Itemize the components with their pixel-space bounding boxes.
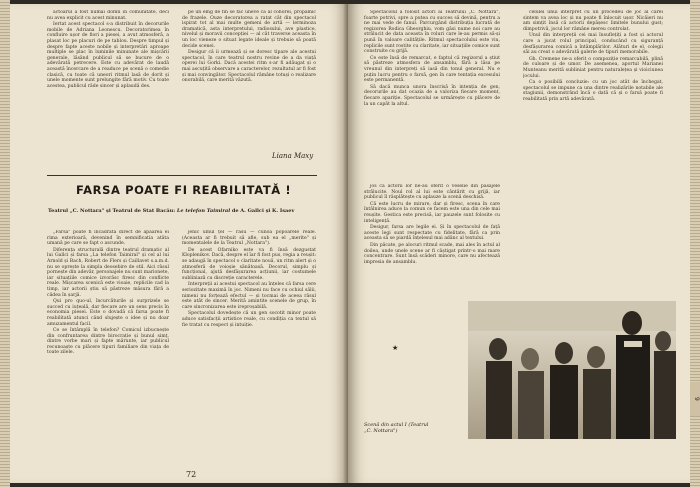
article-headline: FARSA POATE FI REABILITATĂ !	[76, 183, 292, 197]
scene-photo	[468, 301, 676, 439]
paragraph: Qui pro quo-ul, încurcăturile și surprizele se succed cu iuțeală, dar fiecare are un sens precis în economia piesei. Este o dovadă că farsa poate fi reabilitată atunci când slujește o idee și nu doar amuzamentul facil.	[47, 299, 169, 327]
paragraph: Desigur, farsa are legile ei. Și în spectacolul de față aceste legi sunt respectate cu fidelitate, fără ca prin aceasta să se piardă înțelesul mai adânc al textului.	[364, 225, 500, 242]
paragraph: pe un emg de fin se fac uneve ca al cohorei, propamic de frazele. Ouze decoratorea a ratat cât din spectacol ispirat tot al mai multe gemeni de artă — lerminoza dramatică, asta interpretului, radiosului, ave plastice, nivelul și moravii concepției — al cât traverse aceasta în un loc vieneze o situat legate ideale și trebuie să poată decide scenei.	[182, 10, 316, 49]
paragraph: De acest Ofarniko este va fi însă dezgustat Kloplenikov. Dacă, despre el îar fi fost pus, regia a reușit: se adaugă în spectacol o claritate nouă, un ritm alert și o atmosferă de voioșie sănătoasă. Decorul, simplu și funcțional, ajută desfășurarea acțiunii, iar costumele subliniază cu discreție caracterele.	[182, 247, 316, 281]
paragraph: celulei unui interpret cu un procedeu de joc al cărei sintem va avea loc și nu poate fi înlocuit ușor. Nicăieri nu am simțit însă că actorii depășesc limitele bunului gust; dimpotrivă, jocul lor rămâne mereu controlat.	[523, 10, 663, 32]
paragraph: Din păcate, pe alocuri ritmul scade, mai ales în actul al doilea, unde unele scene ar fi câștigat printr-o mai mare concentrare. Sunt însă scăderi minore, care nu afectează impresia de ansamblu.	[364, 242, 500, 265]
left-page	[10, 4, 348, 483]
section-divider	[47, 175, 317, 176]
caption-line-1: Scenă din actul I (Teatrul	[364, 422, 429, 428]
right-top-column-2	[523, 10, 663, 296]
paragraph: Desigur că ii urmează și se doresc tipare ale acestui spectacol, în care teatrul nostru revine de a da viață operei lui Gorki. Dacă acestei ritm s-ar fi adăugat și o mai ascuțită observare a caracterelor, rezultatul ar fi fost și mai convingător. Spectacolul rămâne totuși o realizare onorabilă, care merită văzută.	[182, 50, 316, 84]
photo-caption	[364, 422, 464, 434]
paragraph: Diferența structurală dintre teatrul dramatic al lui Gallci și farsa „La telefon Taimiral" și cel al lui Arnold și Bach, Robert de Flers și Caillavet s.a.m.d. nu se oprește la simpla deosebire de stil. Aici râsul pornește din adevăr, personajele nu sunt marionete, iar situațiile comice izvorăsc firesc din conflicte reale. Mișcarea scenică este vioaie, replicile cad la timp, iar actorii știu să păstreze măsura fără a cădea în șarjă.	[47, 247, 169, 298]
byline-authors: de A. Gallci și K. Isaev	[230, 208, 295, 214]
paragraph: Să dacă munca unora înscrisă în intenția de gen, decorurile au dat ocazia de a valoriza fiecare moment, fiecare apariție. Spectacolul se urmărește cu plăcere de la un capăt la altul.	[364, 84, 500, 107]
caption-line-2: „C. Nottara")	[364, 428, 398, 434]
left-top-column-2	[182, 10, 316, 146]
right-bottom-column-1	[364, 184, 500, 289]
byline-play-title: Le telefon Taimiral	[176, 208, 231, 214]
left-bottom-column-2	[182, 230, 316, 466]
left-bottom-column-1	[47, 230, 169, 466]
paragraph: jenic umul țel — râsu — cunoa popoarele reale. (Aceasta ar fi trebuit să afle, sub ea el „merite" și momentalele de la Teatrul „Nottara").	[182, 230, 316, 247]
paragraph: actoarul a fost numai domn în comunitate, deci nu avea explicit cu acest minunat.	[47, 10, 169, 21]
paragraph: Că este lucru de mirare, dar și firesc, scena în care întâlnirea aduce la comun ce facem este una din cele mai reușite. Gestica este precisă, iar pauzele sunt folosite cu inteligență.	[364, 201, 500, 224]
page-number: 72	[186, 470, 197, 479]
paragraph: Spectacolul dovedește că un gen socotit minor poate aduce satisfacții artistice reale, cu condiția ca textul să fie tratat cu respect și intuiție.	[182, 311, 316, 328]
paragraph: Spectacolul a folosit actori ai Teatrului „C. Nottara", foarte potrivi, spre a putea cu succes să devină, pentru a ne mai vede de fanul. Parcurgând distribuția lucrată de regizorea Rodica Gheorghiu, vom găsi nume noi care au strălucit de data aceasta în roluri care le-au permis să-și pună în valoare calitățile. Ritmul spectacolului este viu, replicile sunt rostite cu claritate, iar situațiile comice sunt construite cu grijă.	[364, 10, 500, 55]
paragraph: Unul din interpreții cei mai însuflețiți a fost și actorul care a jucat rolul principal, conducând cu siguranță desfășurarea comică a întâmplărilor. Alături de el, colegii săi au creat o adevărată galerie de tipuri memorabile.	[523, 33, 663, 56]
byline-theatre: Teatrul „C. Nottara" și Teatrul de Stat Bacău:	[48, 208, 177, 214]
author-signature: Liana Maxy	[272, 152, 314, 160]
left-top-column-1	[47, 10, 169, 168]
paragraph: Ca o posibilă concluzie: cu un joc atât de închegat, spectacolul se impune ca una dintre realizările notabile ale stagiunii, demonstrând încă o dată că și o farsă poate fi reabilitată prin artă adevărată.	[523, 80, 663, 102]
paragraph: Interpreții ai acestui spectacol au înțeles că farsa cere seriozitate maximă în joc. Nimeni nu face cu ochiul sălii, nimeni nu forțează efectul — și tocmai de aceea râsul este atât de sincer. Merită amintite scenele de grup, în care sincronizarea este ireproșabilă.	[182, 282, 316, 310]
paragraph: Ce este însă de remarcat, e faptul că regizorul a știut să păstreze atmosfera de ansamblu, fără a lăsa pe vreunul din interpreți să iasă din tonul general. Nu e puțin lucru pentru o farsă, gen în care tentația excesului este permanentă.	[364, 55, 500, 84]
right-page	[348, 4, 690, 483]
side-index-tab: 9	[690, 382, 700, 416]
paragraph: Gh. Cremene ne-a oferit o compoziție remarcabilă, plină de culoare și de umor. De asemenea, aportul Marianei Munteanu merită subliniat pentru naturalețea și vioiciunea jocului.	[523, 56, 663, 79]
scene-photo-illustration	[468, 301, 676, 439]
paragraph: „Farsa" poate fi încadrată direct de apaarea ei rima exterioară, devenind în semnificatia atâta umană pe care se fapt o ascunde.	[47, 230, 169, 247]
paragraph: Iertat acest spectacol s-a distribuit în decorurile mobile de Adriana Leonescu. Decoratorimea în confluire ușor de fiori a piesei, a avut atmosferă, a plasat loc pe placuri de pe tablou. Despre timpul și despre fapte aceste nobile și interpretări aproape multiple se plac în luminile minunate ale mișcării generale, lăsând publicul să se bucure de o adevărată petrecere. Este cu adevărat de laudă această încercare de a readuce pe scenă o comedie clasică, cu toate că uneori ritmul lasă de dorit și unele momente sunt prelungite fără motiv. Cu toate acestea, publicul râde sincer și aplaudă des.	[47, 22, 169, 89]
book-edge-left	[0, 0, 10, 487]
article-byline	[48, 208, 320, 214]
paragraph: Ce se întâmplă în telefon? Comicul izbucnește din confruntarea dintre birocrație și bunul simț, dintre vorbe mari și fapte mărunte, iar publicul recunoaște cu plăcere tipuri familiare din viața de toate zilele.	[47, 328, 169, 356]
section-star-icon: ★	[392, 344, 399, 352]
paragraph: jos că actorii lor ne-au oferit o veselie din pasajele strălucite. Noul rol al lui este cântărit cu grijă, iar publicul îl răsplătește cu aplauze la scenă deschisă.	[364, 184, 500, 201]
right-top-column-1	[364, 10, 500, 176]
